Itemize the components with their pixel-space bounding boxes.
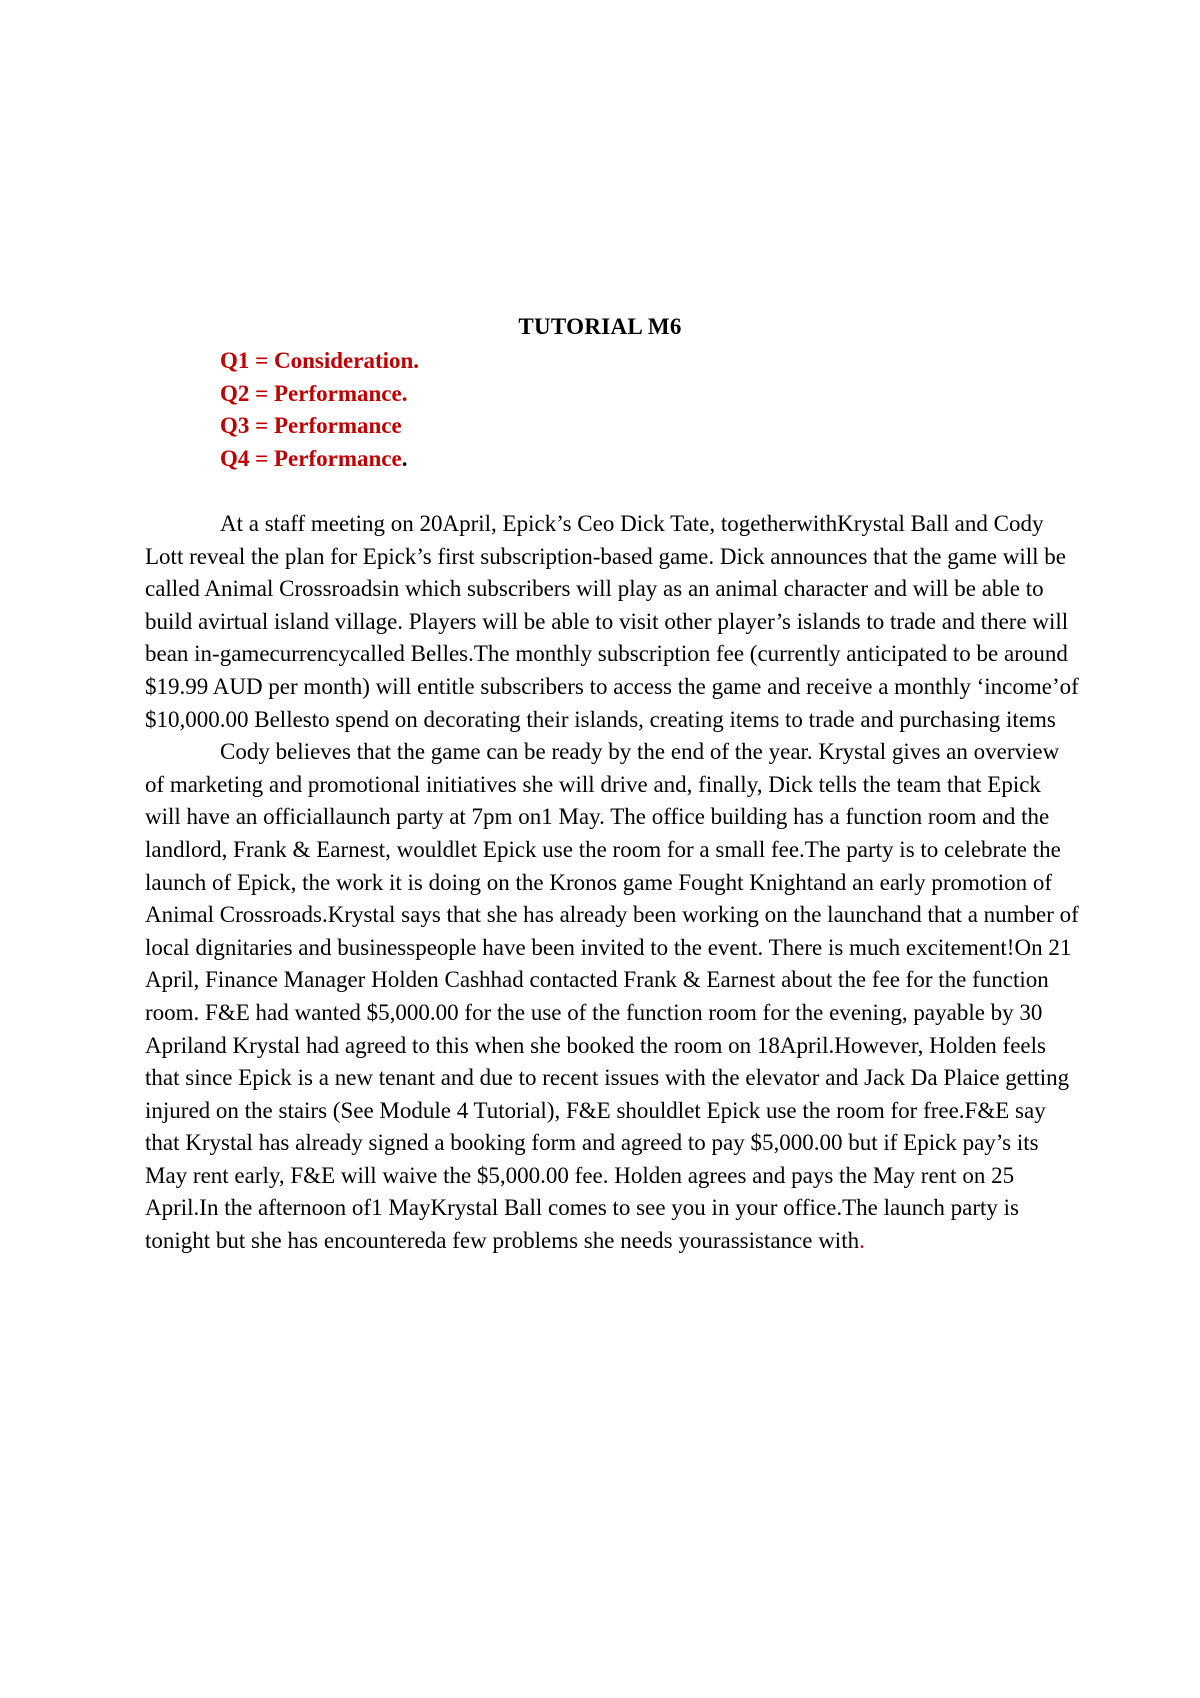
- answer-item-q4: [220, 443, 920, 476]
- answer-text: Q2 = Performance.: [220, 380, 408, 406]
- answer-text: Q4 = Performance: [220, 445, 402, 471]
- paragraph-text: At a staff meeting on 20April, Epick’s Ceo Dick Tate, togetherwithKrystal Ball and Cody Lott reveal the plan for Epick’s first subscription-based game. Dick announces that the game will be called Animal Crossroadsin which subscribers will play as an animal character and will be able to build avirtual island village. Players will be able to visit other player’s islands to trade and there will bean in-gamecurrencycalled Belles.The monthly subscription fee (currently anticipated to be around $19.99 AUD per month) will entitle subscribers to access the game and receive a monthly ‘income’of $10,000.00 Bellesto spend on decorating their islands, creating items to trade and purchasing items: [145, 511, 1079, 732]
- paragraph-staff-meeting: [145, 508, 1080, 736]
- paragraph-trailing-period: .: [859, 1228, 865, 1254]
- document-title: TUTORIAL M6: [518, 314, 682, 339]
- answer-text: Q1 = Consideration.: [220, 348, 420, 373]
- paragraph-launch-party: [145, 736, 1080, 1258]
- paragraph-text: Cody believes that the game can be ready by the end of the year. Krystal gives an overview of marketing and promotional initiatives she will drive and, finally, Dick tells the team that Epick will have an officiallaunch party at 7pm on1 May. The office building has a function room and the landlord, Frank & Earnest, wouldlet Epick use the room for a small fee.The party is to celebrate the launch of Epick, the work it is doing on the Kronos game Fought Knightand an early promotion of Animal Crossroads.Krystal says that she has already been working on the launchand that a number of local dignitaries and businesspeople have been invited to the event. There is much excitement!On 21 April, Finance Manager Holden Cashhad contacted Frank & Earnest about the fee for the function room. F&E had wanted $5,000.00 for the use of the function room for the evening, payable by 30 Apriland Krystal had agreed to this when she booked the room on 18April.However, Holden feels that since Epick is a new tenant and due to recent issues with the elevator and Jack Da Plaice getting injured on the stairs (See Module 4 Tutorial), F&E shouldlet Epick use the room for free.F&E say that Krystal has already signed a booking form and agreed to pay $5,000.00 but if Epick pay’s its May rent early, F&E will waive the $5,000.00 fee. Holden agrees and pays the May rent on 25 April.In the afternoon of1 MayKrystal Ball comes to see you in your office.The launch party is tonight but she has encountereda few problems she needs yourassistance with: [145, 739, 1079, 1254]
- answer-list: [220, 345, 920, 475]
- answer-text: Q3 = Performance: [220, 413, 402, 438]
- document-body: [145, 508, 1080, 1258]
- answer-trailing: .: [401, 445, 408, 471]
- answer-item-q1: [220, 345, 920, 378]
- answer-item-q3: [220, 410, 920, 443]
- answer-item-q2: [220, 378, 920, 411]
